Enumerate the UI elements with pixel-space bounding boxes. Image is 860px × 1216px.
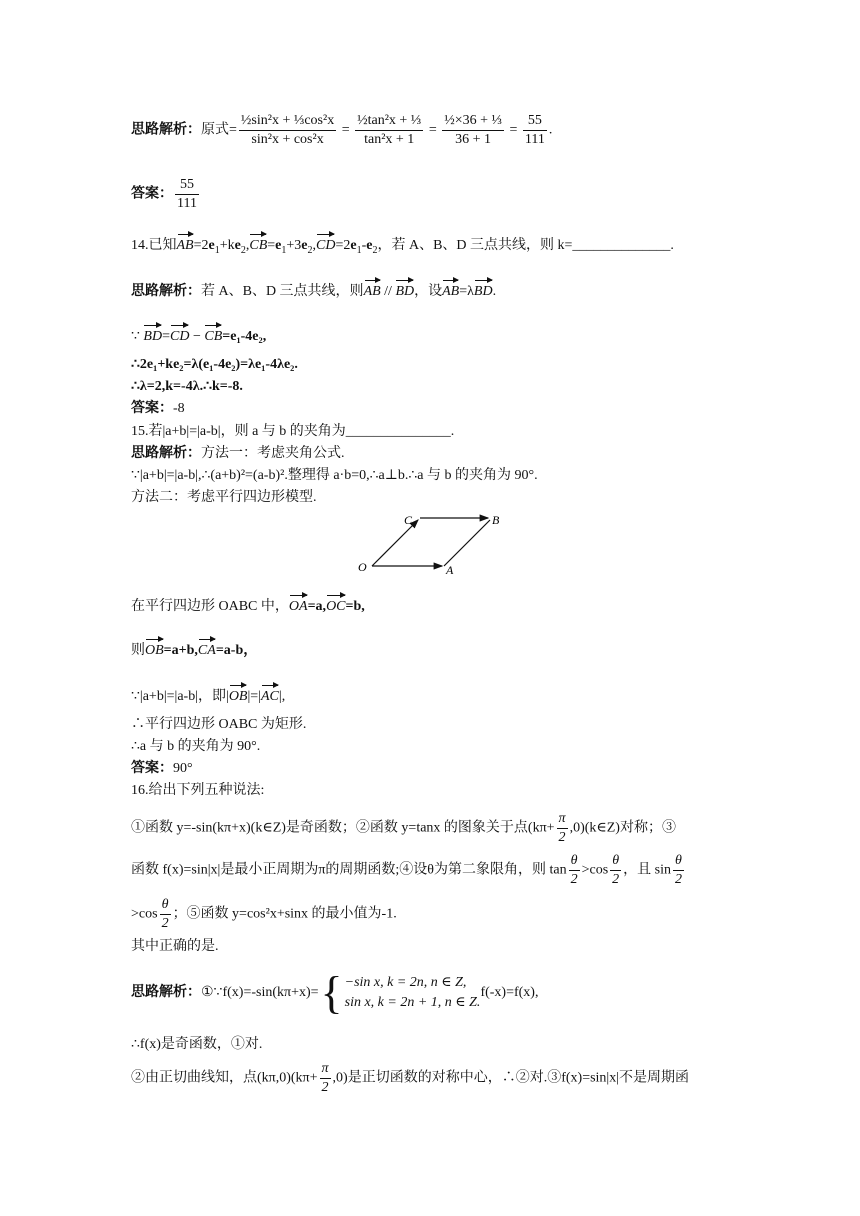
fraction-4: $\frac{55}{111}$ — [524, 113, 545, 147]
solution-15f: ∵|a+b|=|a-b|，即|OB|=|AC|, — [131, 684, 285, 706]
fraction-3: $\frac{\text{½×36 + ⅓}}{36 + 1}$ — [444, 113, 503, 147]
answer-15: 答案：90° — [131, 761, 193, 776]
fraction-1: $\frac{\text{½sin²x + ⅓cos²x}}{\text{sin²x + cos²x}}$ — [240, 113, 335, 147]
parallelogram-figure — [350, 508, 510, 578]
vector-CD: CD — [316, 233, 335, 255]
solution-16a: 思路解析：①∵f(x)=-sin(kπ+x)={ −sin x, k = 2n, n ∈ Z, sin x, k = 2n + 1, n ∈ Z. f(-x)=f(x), — [131, 967, 539, 1018]
text: 原式= — [201, 122, 237, 138]
label-A: A — [446, 563, 454, 577]
question-15: 15.若|a+b|=|a-b|，则 a 与 b 的夹角为_______________. — [131, 424, 455, 439]
label-C: C — [404, 513, 413, 527]
solution-15e: 则OB=a+b,CA=a-b， — [131, 638, 257, 660]
solution-14c: ∴2e₁+ke₂=λ(e₁-4e₂)=λe₁-4λe₂. — [131, 357, 298, 372]
solution-13-line: 思路解析：原式= $\frac{\text{½sin²x + ⅓cos²x}}{\text{sin²x + cos²x}}$ = $\frac{\text{½tan²x + ⅓}}{\text{tan²x + 1}}$ = $\frac{\text{½×36 + ⅓}}{36 + 1}$ = $\frac{55}{111}$ . — [131, 113, 553, 147]
vector-AB: AB — [177, 233, 194, 255]
question-16c: >cos $\frac{\theta}{2}$ ；⑤函数 y=cos²x+sinx 的最小值为-1. — [131, 897, 397, 931]
solution-16b: ∴f(x)是奇函数，①对. — [131, 1037, 263, 1052]
solution-label: 思路解析： — [131, 122, 201, 138]
answer-fraction: $\frac{55}{111}$ — [177, 177, 197, 211]
solution-15c: 方法二：考虑平行四边形模型. — [131, 490, 317, 505]
question-16b: 函数 f(x)=sin|x|是最小正周期为π的周期函数;④设θ为第二象限角，则 tan $\frac{\theta}{2}$ >cos $\frac{\theta}{2}$ ，且 sin $\frac{\theta}{2}$ — [131, 853, 682, 887]
answer-13 — [131, 176, 201, 213]
answer-label: 答案： — [131, 186, 173, 202]
solution-15d: 在平行四边形 OABC 中，OA=a,OC=b, — [131, 594, 365, 616]
question-16d: 其中正确的是. — [131, 939, 219, 954]
label-O: O — [358, 560, 367, 574]
vector-CB: CB — [249, 233, 267, 255]
question-16a: ①函数 y=-sin(kπ+x)(k∈Z)是奇函数；②函数 y=tanx 的图象关于点(kπ+ $\frac{\pi}{2}$ ,0)(k∈Z)对称；③ — [131, 811, 676, 845]
fraction-2: $\frac{\text{½tan²x + ⅓}}{\text{tan²x + 1}}$ — [357, 113, 422, 147]
question-16: 16.给出下列五种说法: — [131, 783, 265, 798]
solution-15h: ∴a 与 b 的夹角为 90°. — [131, 739, 261, 754]
solution-14: 思路解析：若 A、B、D 三点共线，则AB // BD，设AB=λBD. — [131, 279, 496, 301]
solution-15b: ∵|a+b|=|a-b|,∴(a+b)²=(a-b)².整理得 a·b=0,∴a⊥b.∴a 与 b 的夹角为 90°. — [131, 468, 538, 483]
solution-16c: ②由正切曲线知，点(kπ,0)(kπ+ $\frac{\pi}{2}$ ,0)是正切函数的对称中心，∴②对.③f(x)=sin|x|不是周期函 — [131, 1061, 690, 1095]
solution-15g: ∴平行四边形 OABC 为矩形. — [131, 717, 307, 732]
label-B: B — [492, 513, 500, 527]
answer-14: 答案：-8 — [131, 401, 185, 416]
question-14: 14.已知$AB=2e_1+ke_2,CB=e_1+3e_2,CD=2e_1-e_2$，若 A、B、D 三点共线，则 k=______________. — [131, 233, 674, 260]
solution-15a: 思路解析：方法一：考虑夹角公式. — [131, 446, 345, 461]
solution-14b: ∵ BD=CD − CB=e₁-4e₂, — [131, 324, 266, 346]
solution-14d: ∴λ=2,k=-4λ.∴k=-8. — [131, 379, 243, 394]
